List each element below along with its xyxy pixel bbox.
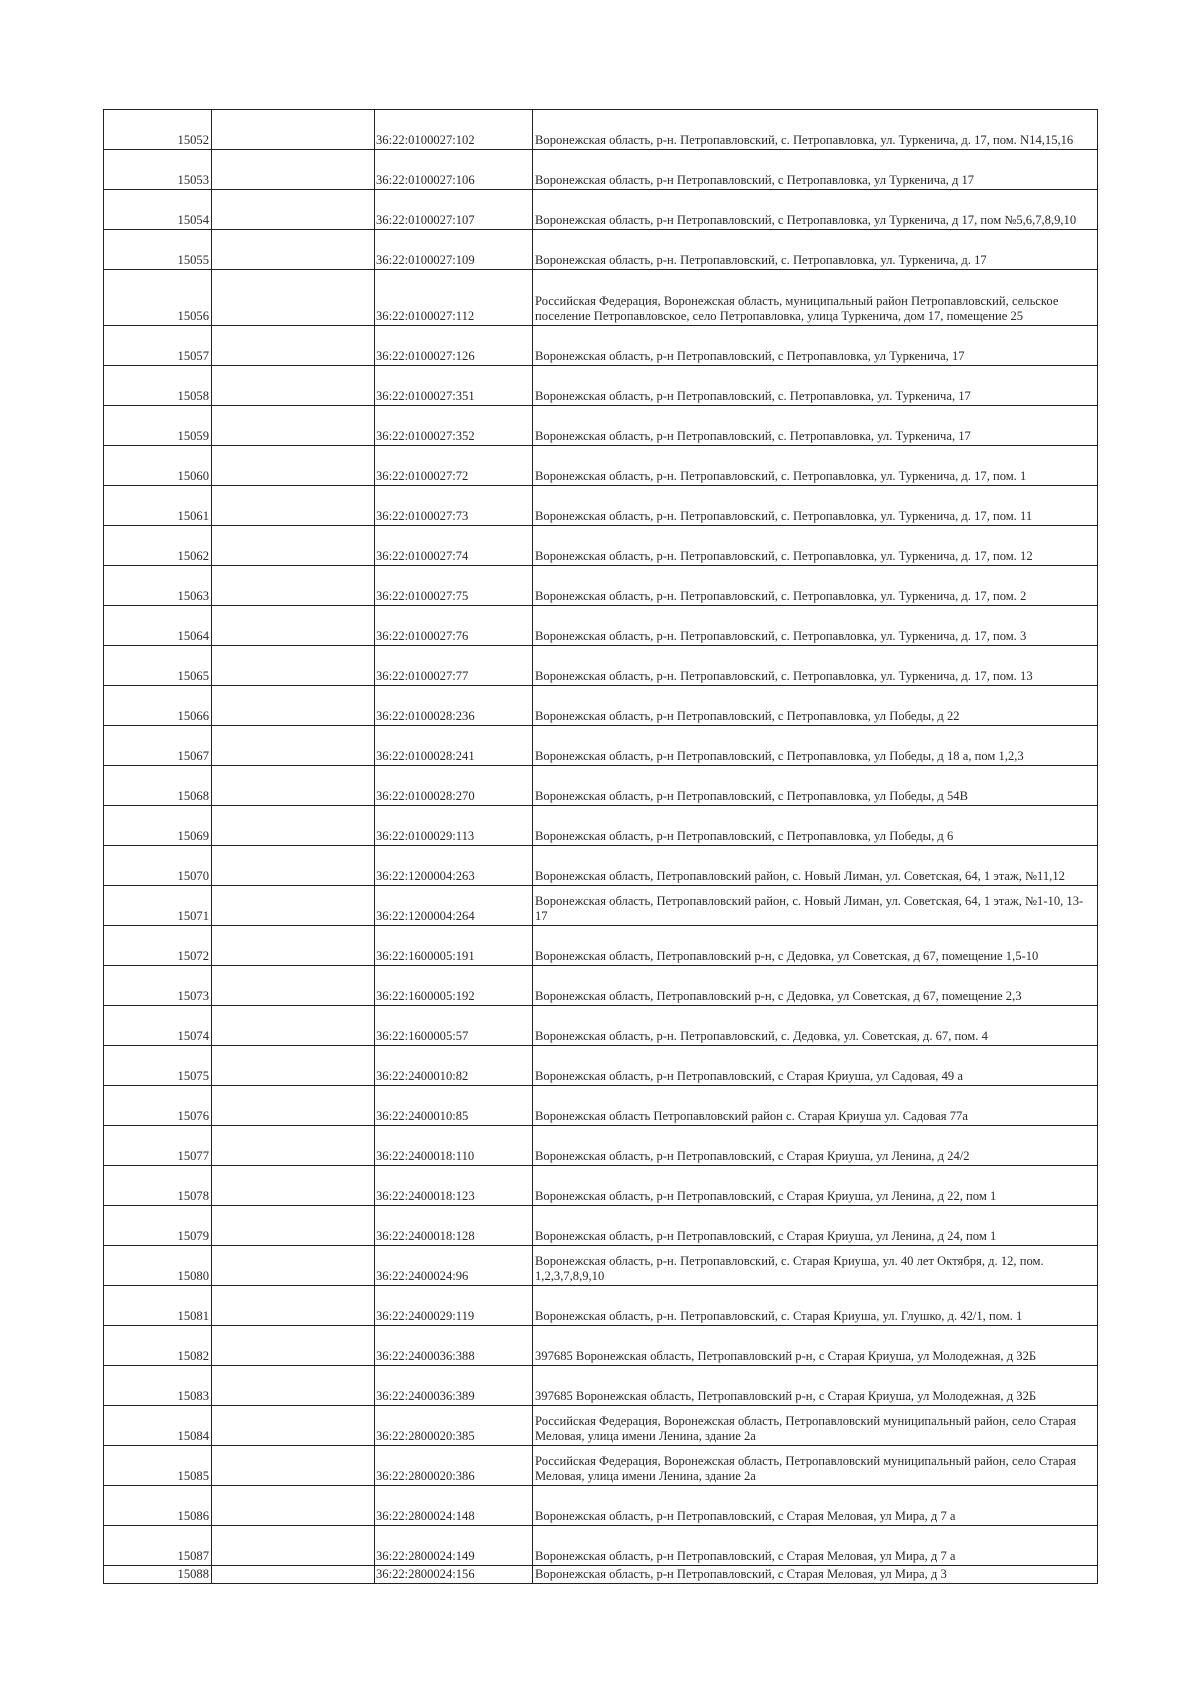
table-row bbox=[104, 806, 1098, 846]
address-cell: Воронежская область, р-н. Петропавловский, с. Старая Криуша, ул. 40 лет Октября, д. 12, пом. 1,2,3,7,8,9,10 bbox=[533, 1246, 1098, 1286]
cadastral-number-cell: 36:22:1200004:263 bbox=[375, 846, 533, 886]
empty-cell bbox=[212, 406, 375, 446]
row-number-cell: 15069 bbox=[104, 806, 212, 846]
empty-cell bbox=[212, 1166, 375, 1206]
row-number-cell: 15084 bbox=[104, 1406, 212, 1446]
table-row bbox=[104, 406, 1098, 446]
cadastral-number-cell: 36:22:2400018:128 bbox=[375, 1206, 533, 1246]
empty-cell bbox=[212, 1486, 375, 1526]
row-number-cell: 15052 bbox=[104, 110, 212, 150]
cadastral-number-cell: 36:22:2400018:110 bbox=[375, 1126, 533, 1166]
row-number-cell: 15065 bbox=[104, 646, 212, 686]
cadastral-number-cell: 36:22:2800020:386 bbox=[375, 1446, 533, 1486]
row-number-cell: 15063 bbox=[104, 566, 212, 606]
cadastral-number-cell: 36:22:2400018:123 bbox=[375, 1166, 533, 1206]
cadastral-number-cell: 36:22:0100027:102 bbox=[375, 110, 533, 150]
row-number-cell: 15061 bbox=[104, 486, 212, 526]
empty-cell bbox=[212, 150, 375, 190]
cadastral-number-cell: 36:22:2400010:85 bbox=[375, 1086, 533, 1126]
row-number-cell: 15079 bbox=[104, 1206, 212, 1246]
row-number-cell: 15082 bbox=[104, 1326, 212, 1366]
empty-cell bbox=[212, 326, 375, 366]
address-cell: 397685 Воронежская область, Петропавловский р-н, с Старая Криуша, ул Молодежная, д 32Б bbox=[533, 1326, 1098, 1366]
row-number-cell: 15087 bbox=[104, 1526, 212, 1566]
address-cell: Российская Федерация, Воронежская область, Петропавловский муниципальный район, село Старая Меловая, улица имени Ленина, здание 2а bbox=[533, 1446, 1098, 1486]
row-number-cell: 15081 bbox=[104, 1286, 212, 1326]
empty-cell bbox=[212, 1566, 375, 1584]
row-number-cell: 15071 bbox=[104, 886, 212, 926]
empty-cell bbox=[212, 1006, 375, 1046]
cadastral-number-cell: 36:22:2400036:388 bbox=[375, 1326, 533, 1366]
table-row bbox=[104, 486, 1098, 526]
address-cell: Воронежская область, р-н Петропавловский, с Петропавловка, ул Туркенича, 17 bbox=[533, 326, 1098, 366]
cadastral-number-cell: 36:22:0100027:106 bbox=[375, 150, 533, 190]
cadastral-number-cell: 36:22:1600005:57 bbox=[375, 1006, 533, 1046]
cadastral-number-cell: 36:22:2400029:119 bbox=[375, 1286, 533, 1326]
row-number-cell: 15067 bbox=[104, 726, 212, 766]
cadastral-number-cell: 36:22:0100027:351 bbox=[375, 366, 533, 406]
address-cell: 397685 Воронежская область, Петропавловский р-н, с Старая Криуша, ул Молодежная, д 32Б bbox=[533, 1366, 1098, 1406]
address-cell: Воронежская область, Петропавловский район, с. Новый Лиман, ул. Советская, 64, 1 этаж, №11,12 bbox=[533, 846, 1098, 886]
table-row bbox=[104, 1206, 1098, 1246]
address-cell: Воронежская область, р-н Петропавловский, с Старая Криуша, ул Садовая, 49 а bbox=[533, 1046, 1098, 1086]
table-row bbox=[104, 566, 1098, 606]
row-number-cell: 15066 bbox=[104, 686, 212, 726]
row-number-cell: 15064 bbox=[104, 606, 212, 646]
cadastral-number-cell: 36:22:1600005:192 bbox=[375, 966, 533, 1006]
address-cell: Воронежская область, р-н. Петропавловский, с. Петропавловка, ул. Туркенича, д. 17, пом. 2 bbox=[533, 566, 1098, 606]
table-row bbox=[104, 726, 1098, 766]
cadastral-number-cell: 36:22:0100027:73 bbox=[375, 486, 533, 526]
table-row bbox=[104, 766, 1098, 806]
row-number-cell: 15059 bbox=[104, 406, 212, 446]
cadastral-number-cell: 36:22:0100027:76 bbox=[375, 606, 533, 646]
row-number-cell: 15088 bbox=[104, 1566, 212, 1584]
table-row bbox=[104, 270, 1098, 326]
cadastral-number-cell: 36:22:2400024:96 bbox=[375, 1246, 533, 1286]
cadastral-number-cell: 36:22:0100027:74 bbox=[375, 526, 533, 566]
empty-cell bbox=[212, 486, 375, 526]
cadastral-number-cell: 36:22:2800024:156 bbox=[375, 1566, 533, 1584]
empty-cell bbox=[212, 1246, 375, 1286]
address-cell: Воронежская область, р-н Петропавловский, с Петропавловка, ул Победы, д 22 bbox=[533, 686, 1098, 726]
address-cell: Воронежская область, р-н. Петропавловский, с. Петропавловка, ул. Туркенича, д. 17 bbox=[533, 230, 1098, 270]
address-cell: Воронежская область, р-н Петропавловский, с. Петропавловка, ул. Туркенича, 17 bbox=[533, 366, 1098, 406]
table-row bbox=[104, 326, 1098, 366]
address-cell: Воронежская область, р-н. Петропавловский, с. Старая Криуша, ул. Глушко, д. 42/1, пом. 1 bbox=[533, 1286, 1098, 1326]
empty-cell bbox=[212, 366, 375, 406]
row-number-cell: 15074 bbox=[104, 1006, 212, 1046]
table-row bbox=[104, 846, 1098, 886]
cadastral-number-cell: 36:22:1600005:191 bbox=[375, 926, 533, 966]
empty-cell bbox=[212, 806, 375, 846]
table-row bbox=[104, 1246, 1098, 1286]
row-number-cell: 15062 bbox=[104, 526, 212, 566]
empty-cell bbox=[212, 1406, 375, 1446]
empty-cell bbox=[212, 686, 375, 726]
address-cell: Российская Федерация, Воронежская область, муниципальный район Петропавловский, сельское поселение Петропавловское, село Петропавловка, улица Туркенича, дом 17, помещение 25 bbox=[533, 270, 1098, 326]
empty-cell bbox=[212, 766, 375, 806]
address-cell: Воронежская область, Петропавловский район, с. Новый Лиман, ул. Советская, 64, 1 этаж, №1-10, 13-17 bbox=[533, 886, 1098, 926]
address-cell: Воронежская область, р-н Петропавловский, с Старая Меловая, ул Мира, д 7 а bbox=[533, 1486, 1098, 1526]
cadastral-number-cell: 36:22:2400036:389 bbox=[375, 1366, 533, 1406]
address-cell: Воронежская область, р-н Петропавловский, с Старая Криуша, ул Ленина, д 22, пом 1 bbox=[533, 1166, 1098, 1206]
address-cell: Воронежская область, р-н Петропавловский, с Старая Криуша, ул Ленина, д 24/2 bbox=[533, 1126, 1098, 1166]
cadastral-number-cell: 36:22:2400010:82 bbox=[375, 1046, 533, 1086]
table-row bbox=[104, 926, 1098, 966]
row-number-cell: 15060 bbox=[104, 446, 212, 486]
empty-cell bbox=[212, 110, 375, 150]
registry-table-body bbox=[104, 110, 1098, 1584]
address-cell: Российская Федерация, Воронежская область, Петропавловский муниципальный район, село Старая Меловая, улица имени Ленина, здание 2а bbox=[533, 1406, 1098, 1446]
empty-cell bbox=[212, 526, 375, 566]
cadastral-number-cell: 36:22:0100027:352 bbox=[375, 406, 533, 446]
row-number-cell: 15085 bbox=[104, 1446, 212, 1486]
row-number-cell: 15056 bbox=[104, 270, 212, 326]
address-cell: Воронежская область, р-н Петропавловский, с Петропавловка, ул Победы, д 18 а, пом 1,2,3 bbox=[533, 726, 1098, 766]
address-cell: Воронежская область, р-н Петропавловский, с Старая Меловая, ул Мира, д 3 bbox=[533, 1566, 1098, 1584]
row-number-cell: 15070 bbox=[104, 846, 212, 886]
cadastral-number-cell: 36:22:2800024:148 bbox=[375, 1486, 533, 1526]
cadastral-number-cell: 36:22:2800024:149 bbox=[375, 1526, 533, 1566]
table-row bbox=[104, 1366, 1098, 1406]
cadastral-number-cell: 36:22:0100027:75 bbox=[375, 566, 533, 606]
empty-cell bbox=[212, 230, 375, 270]
table-row bbox=[104, 1166, 1098, 1206]
row-number-cell: 15058 bbox=[104, 366, 212, 406]
address-cell: Воронежская область, р-н. Петропавловский, с. Петропавловка, ул. Туркенича, д. 17, пом. 1 bbox=[533, 446, 1098, 486]
row-number-cell: 15083 bbox=[104, 1366, 212, 1406]
address-cell: Воронежская область, Петропавловский р-н, с Дедовка, ул Советская, д 67, помещение 1,5-10 bbox=[533, 926, 1098, 966]
empty-cell bbox=[212, 926, 375, 966]
empty-cell bbox=[212, 1366, 375, 1406]
cadastral-number-cell: 36:22:0100027:109 bbox=[375, 230, 533, 270]
cadastral-number-cell: 36:22:0100027:112 bbox=[375, 270, 533, 326]
cadastral-number-cell: 36:22:1200004:264 bbox=[375, 886, 533, 926]
address-cell: Воронежская область, Петропавловский р-н, с Дедовка, ул Советская, д 67, помещение 2,3 bbox=[533, 966, 1098, 1006]
empty-cell bbox=[212, 190, 375, 230]
table-row bbox=[104, 230, 1098, 270]
cadastral-number-cell: 36:22:0100027:126 bbox=[375, 326, 533, 366]
empty-cell bbox=[212, 846, 375, 886]
cadastral-number-cell: 36:22:0100027:107 bbox=[375, 190, 533, 230]
empty-cell bbox=[212, 1326, 375, 1366]
address-cell: Воронежская область, р-н. Петропавловский, с. Петропавловка, ул. Туркенича, д. 17, пом. N14,15,16 bbox=[533, 110, 1098, 150]
table-row bbox=[104, 1126, 1098, 1166]
address-cell: Воронежская область, р-н Петропавловский, с Петропавловка, ул Туркенича, д 17, пом №5,6,7,8,9,10 bbox=[533, 190, 1098, 230]
empty-cell bbox=[212, 726, 375, 766]
address-cell: Воронежская область, р-н. Петропавловский, с. Петропавловка, ул. Туркенича, д. 17, пом. 3 bbox=[533, 606, 1098, 646]
cadastral-number-cell: 36:22:0100029:113 bbox=[375, 806, 533, 846]
row-number-cell: 15068 bbox=[104, 766, 212, 806]
table-row bbox=[104, 1326, 1098, 1366]
row-number-cell: 15053 bbox=[104, 150, 212, 190]
cadastral-number-cell: 36:22:0100027:77 bbox=[375, 646, 533, 686]
empty-cell bbox=[212, 886, 375, 926]
table-row bbox=[104, 1086, 1098, 1126]
address-cell: Воронежская область, р-н. Петропавловский, с. Петропавловка, ул. Туркенича, д. 17, пом. 12 bbox=[533, 526, 1098, 566]
row-number-cell: 15073 bbox=[104, 966, 212, 1006]
address-cell: Воронежская область, р-н Петропавловский, с. Петропавловка, ул. Туркенича, 17 bbox=[533, 406, 1098, 446]
empty-cell bbox=[212, 566, 375, 606]
row-number-cell: 15086 bbox=[104, 1486, 212, 1526]
empty-cell bbox=[212, 606, 375, 646]
empty-cell bbox=[212, 966, 375, 1006]
table-row bbox=[104, 190, 1098, 230]
empty-cell bbox=[212, 446, 375, 486]
table-row bbox=[104, 110, 1098, 150]
table-row bbox=[104, 150, 1098, 190]
table-row bbox=[104, 606, 1098, 646]
row-number-cell: 15080 bbox=[104, 1246, 212, 1286]
row-number-cell: 15057 bbox=[104, 326, 212, 366]
registry-table bbox=[103, 109, 1098, 1584]
empty-cell bbox=[212, 1446, 375, 1486]
table-row bbox=[104, 966, 1098, 1006]
table-row bbox=[104, 366, 1098, 406]
address-cell: Воронежская область, р-н. Петропавловский, с. Петропавловка, ул. Туркенича, д. 17, пом. 13 bbox=[533, 646, 1098, 686]
empty-cell bbox=[212, 1086, 375, 1126]
table-row bbox=[104, 1046, 1098, 1086]
table-row bbox=[104, 1006, 1098, 1046]
empty-cell bbox=[212, 646, 375, 686]
row-number-cell: 15076 bbox=[104, 1086, 212, 1126]
table-row bbox=[104, 1406, 1098, 1446]
row-number-cell: 15072 bbox=[104, 926, 212, 966]
cadastral-number-cell: 36:22:0100028:241 bbox=[375, 726, 533, 766]
row-number-cell: 15077 bbox=[104, 1126, 212, 1166]
table-row bbox=[104, 1486, 1098, 1526]
table-row bbox=[104, 446, 1098, 486]
address-cell: Воронежская область, р-н. Петропавловский, с. Петропавловка, ул. Туркенича, д. 17, пом. 11 bbox=[533, 486, 1098, 526]
address-cell: Воронежская область, р-н Петропавловский, с Старая Меловая, ул Мира, д 7 а bbox=[533, 1526, 1098, 1566]
empty-cell bbox=[212, 1126, 375, 1166]
table-row bbox=[104, 686, 1098, 726]
address-cell: Воронежская область, р-н. Петропавловский, с. Дедовка, ул. Советская, д. 67, пом. 4 bbox=[533, 1006, 1098, 1046]
empty-cell bbox=[212, 1046, 375, 1086]
empty-cell bbox=[212, 1526, 375, 1566]
table-row bbox=[104, 526, 1098, 566]
cadastral-number-cell: 36:22:0100028:236 bbox=[375, 686, 533, 726]
table-row bbox=[104, 646, 1098, 686]
empty-cell bbox=[212, 1286, 375, 1326]
address-cell: Воронежская область, р-н Петропавловский, с Петропавловка, ул Победы, д 54В bbox=[533, 766, 1098, 806]
address-cell: Воронежская область Петропавловский район с. Старая Криуша ул. Садовая 77а bbox=[533, 1086, 1098, 1126]
empty-cell bbox=[212, 270, 375, 326]
table-row bbox=[104, 1446, 1098, 1486]
row-number-cell: 15054 bbox=[104, 190, 212, 230]
cadastral-number-cell: 36:22:0100028:270 bbox=[375, 766, 533, 806]
table-row bbox=[104, 1286, 1098, 1326]
row-number-cell: 15078 bbox=[104, 1166, 212, 1206]
cadastral-number-cell: 36:22:2800020:385 bbox=[375, 1406, 533, 1446]
cadastral-number-cell: 36:22:0100027:72 bbox=[375, 446, 533, 486]
address-cell: Воронежская область, р-н Петропавловский, с Петропавловка, ул Победы, д 6 bbox=[533, 806, 1098, 846]
address-cell: Воронежская область, р-н Петропавловский, с Петропавловка, ул Туркенича, д 17 bbox=[533, 150, 1098, 190]
empty-cell bbox=[212, 1206, 375, 1246]
table-row bbox=[104, 1526, 1098, 1566]
address-cell: Воронежская область, р-н Петропавловский, с Старая Криуша, ул Ленина, д 24, пом 1 bbox=[533, 1206, 1098, 1246]
table-row bbox=[104, 1566, 1098, 1584]
table-row bbox=[104, 886, 1098, 926]
row-number-cell: 15055 bbox=[104, 230, 212, 270]
row-number-cell: 15075 bbox=[104, 1046, 212, 1086]
